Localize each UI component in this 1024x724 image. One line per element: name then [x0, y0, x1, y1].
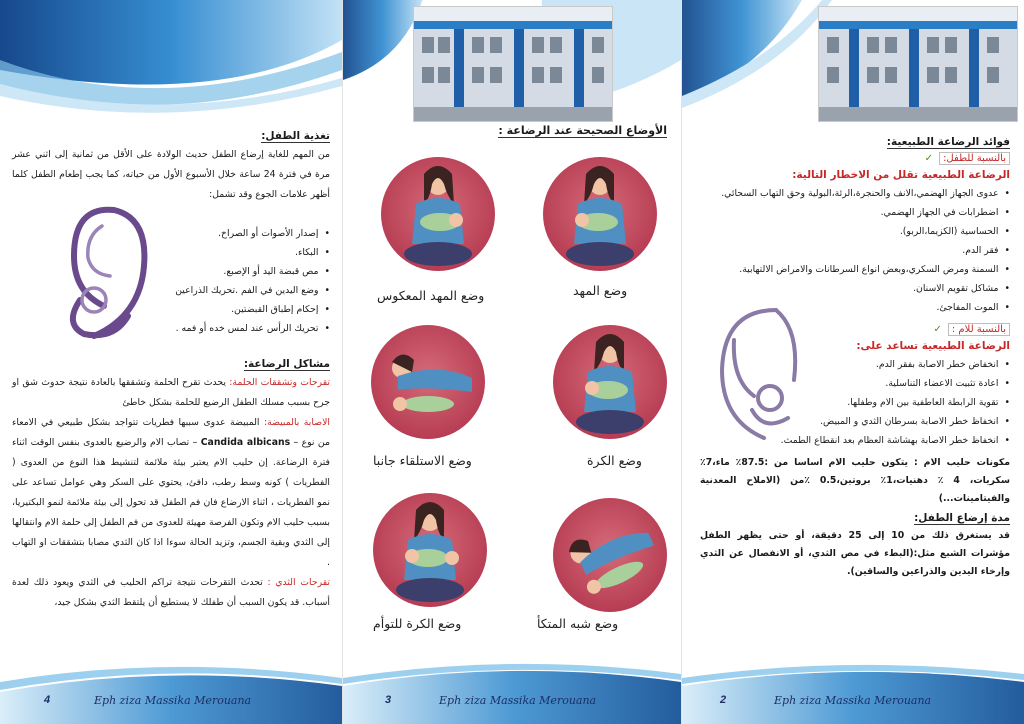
laid-back-position-image	[553, 498, 667, 612]
list-item: • مص قبضة اليد أو الإصبع.	[130, 262, 330, 281]
problem-breast-sores: تقرحات الثدي : تحدث التقرحات نتيجة تراكم الحليب في الثدي ويعود ذلك لعدة أسباب. قد يكون السبب أن طفلك لا يستطيع أن يلتقط الثدي بشكل جيد،	[12, 577, 330, 608]
footer-author: Eph ziza Massika Merouana	[94, 694, 252, 707]
list-item: • انخفاظ خطر الاصابة بسرطان الثدي و المبيض.	[700, 412, 1010, 431]
position-caption: وضع الكرة	[587, 453, 642, 468]
list-item: • مشاكل تقويم الاسنان.	[700, 279, 1010, 298]
check-icon: ✓	[924, 153, 934, 164]
duration-text: قد يستغرق ذلك من 10 إلى 25 دقيقة، أو حتى يظهر الطفل مؤشرات الشبع مثل:(البطء في مص الثدي، أو الانفصال عن الثدي وإرخاء اليدين والذراعين والساقين).	[700, 530, 1010, 577]
list-item: • الموت المفاجئ.	[700, 298, 1010, 317]
list-item: • وضع اليدين في الفم .تحريك الذراعين	[130, 281, 330, 300]
cradle-position-image	[543, 157, 657, 271]
position-caption: وضع المهد المعكوس	[377, 288, 485, 303]
problem-nipple-cracks: تقرحات وتشققات الحلمة: يحدث تقرح الحلمة وتشققها بالعادة نتيجة حدوث شق او جرح بسبب مسلك الطفل الرضيع للحلمة بشكل خاطئ	[12, 377, 330, 408]
positions-title: الأوضاع الصحيحة عند الرضاعة :	[498, 124, 667, 137]
page-4	[0, 0, 342, 724]
for-child-subtitle: بالنسبة للطفل: ✓	[700, 152, 1010, 165]
mother-baby-icon	[704, 300, 804, 450]
benefits-title: فوائد الرضاعة الطبيعية:	[886, 136, 1010, 148]
cross-cradle-position-image	[381, 157, 495, 271]
list-item: • الحساسية (الكزيما،الربو).	[700, 222, 1010, 241]
list-item: • السمنة ومرض السكري،وبعض انواع السرطانات والامراض الالتهابية.	[700, 260, 1010, 279]
child-heading: الرضاعة الطبيعية تقلل من الاخطار التالية:	[792, 169, 1010, 181]
list-item: • اضطرابات في الجهاز الهضمي.	[700, 203, 1010, 222]
side-lying-position-image	[371, 325, 485, 439]
list-item: • تقوية الرابطة العاطفية بين الام وطفلها.	[700, 393, 1010, 412]
problem-label: تقرحات وتشققات الحلمة:	[229, 377, 330, 388]
list-item: • انخفاض خطر الاصابة بفقر الدم.	[700, 355, 1010, 374]
list-item: • اعادة تثبيت الاعضاء التناسلية.	[700, 374, 1010, 393]
page-3	[342, 0, 682, 724]
position-caption: وضع الكرة للتوأم	[373, 616, 462, 631]
list-item: • عدوى الجهاز الهضمي،الانف والحنجرة،الرئة،البولية وحق التهاب السحائي.	[700, 184, 1010, 203]
hospital-building-image	[413, 6, 613, 122]
footer-author: Eph ziza Massika Merouana	[439, 694, 597, 707]
child-benefits-list	[700, 184, 1010, 317]
problem-candida: الاصابة بالمبيضة: المبيضة عدوى سببها فطريات تتواجد بشكل طبيعي في الامعاء من نوع – Candida albicans – تصاب الام والرضيع بالعدوى بنفس الوقت اثناء فترة الرضاعة. إن حليب الام يعتبر بيئة ملائمة لتنشيط هذا النوع من العدوى ( الفطريات ) كونه وسط رطب، دافئ، يحتوي على السكر وهي عوامل تساعد على نمو الفطريات ، اثناء الارضاع فان فم الطفل قد تحول إلى بيئة ملائمة لنمو البكتيريا، بسبب حليب الام وتكون الفرصة مهيئة للعدوى من فم الطفل إلى حلمة الام وانتقالها إلى الثدي وبقية الجسم، وتزيد الحالة سوءا اذا كان الثدي مصابا بتشققات او التهاب .	[12, 417, 330, 568]
page-number: 4	[44, 694, 51, 706]
list-item: • تحريك الرأس عند لمس خده أو فمه .	[130, 319, 330, 338]
list-item: • إحكام إطباق القبضتين.	[130, 300, 330, 319]
mother-heading: الرضاعة الطبيعية تساعد على:	[856, 340, 1010, 352]
page-2	[682, 0, 1024, 724]
bottom-wave-decoration	[682, 652, 1024, 724]
list-item: • البكاء.	[130, 243, 330, 262]
problems-section	[12, 356, 330, 613]
problems-title: مشاكل الرضاعة:	[243, 358, 330, 370]
duration-title: مدة إرضاع الطفل:	[914, 512, 1010, 524]
page-number: 2	[720, 694, 727, 706]
position-caption: وضع الاستلقاء جانبا	[373, 453, 472, 468]
problem-label: الاصابة بالمبيضة:	[263, 417, 330, 428]
check-icon: ✓	[933, 324, 942, 335]
mother-baby-icon	[44, 196, 156, 346]
feeding-title: تغذية الطفل:	[261, 130, 330, 142]
problem-label: تقرحات الثدي :	[267, 577, 330, 588]
list-item: • إصدار الأصوات أو الصراخ.	[130, 224, 330, 243]
for-mother-subtitle: بالنسبة للام : ✓	[700, 323, 1010, 336]
bottom-wave-decoration	[0, 652, 342, 724]
feeding-section	[12, 128, 330, 205]
footer-author: Eph ziza Massika Merouana	[774, 694, 932, 707]
top-wave-decoration	[0, 0, 342, 130]
bottom-wave-decoration	[343, 652, 681, 724]
position-caption: وضع شبه المتكأ	[537, 616, 619, 631]
list-item: • فقر الدم.	[700, 241, 1010, 260]
list-item: • انخفاظ خطر الاصابة بهشاشة العظام بعد انقطاع الطمث.	[700, 431, 1010, 450]
milk-components: مكونات حليب الام : يتكون حليب الام اساسا من :87.5٪ ماء،7٪ سكريات، 4 ٪ دهنيات،1٪ بروتين،0.5 ٪من (الاملاح المعدنية والفيتامينات...)	[700, 457, 1010, 504]
feeding-intro: من المهم للغاية إرضاع الطفل حديث الولادة على الأقل من ثمانية إلى اثني عشر مرة في فترة 24 ساعة خلال الأسبوع الأول من حياته، كما يجب إطعام الطفل كلما أظهر علامات الجوع وقد تشمل:	[12, 149, 330, 200]
football-position-image	[553, 325, 667, 439]
twin-football-position-image	[373, 493, 487, 607]
position-caption: وضع المهد	[573, 283, 628, 298]
hospital-building-image	[818, 6, 1018, 122]
page-number: 3	[385, 694, 392, 706]
hunger-signs	[130, 224, 330, 338]
